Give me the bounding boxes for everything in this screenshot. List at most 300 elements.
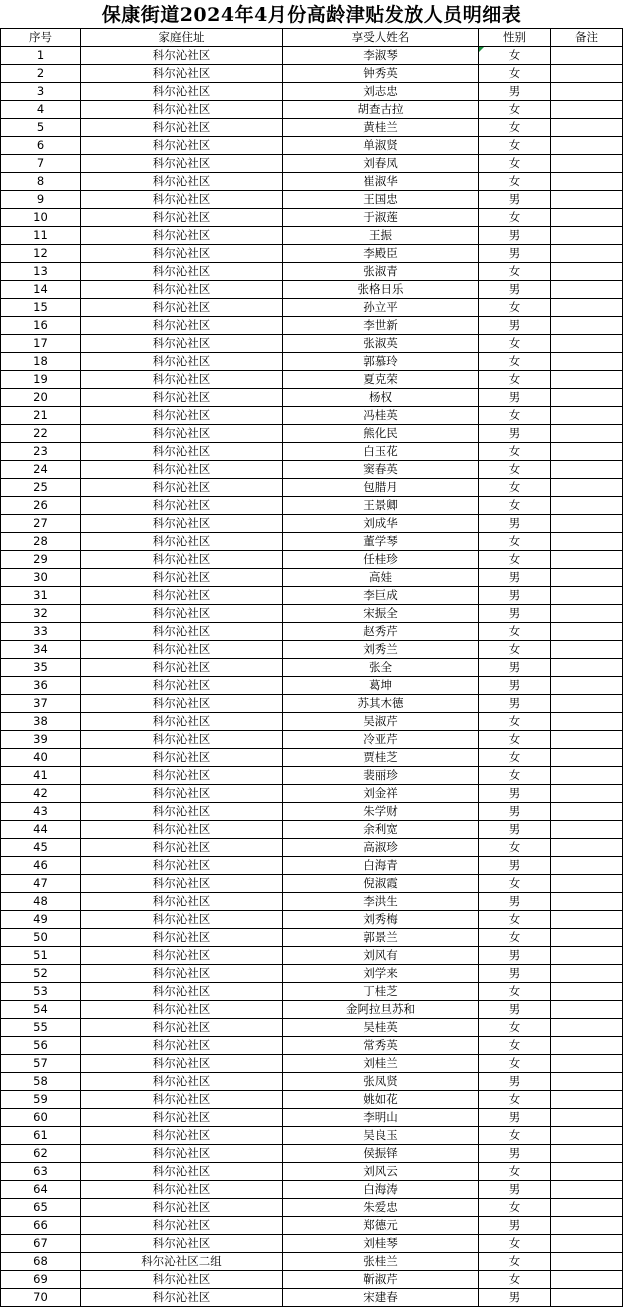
cell-no[interactable]: 15 xyxy=(1,299,81,317)
cell-no[interactable]: 20 xyxy=(1,389,81,407)
cell-remark[interactable] xyxy=(551,1001,623,1019)
cell-remark[interactable] xyxy=(551,281,623,299)
cell-address[interactable]: 科尔沁社区 xyxy=(81,83,283,101)
cell-gender[interactable]: 女 xyxy=(479,929,551,947)
cell-remark[interactable] xyxy=(551,587,623,605)
cell-no[interactable]: 37 xyxy=(1,695,81,713)
cell-no[interactable]: 46 xyxy=(1,857,81,875)
cell-no[interactable]: 50 xyxy=(1,929,81,947)
cell-name[interactable]: 张格日乐 xyxy=(283,281,479,299)
cell-remark[interactable] xyxy=(551,227,623,245)
cell-remark[interactable] xyxy=(551,1217,623,1235)
cell-no[interactable]: 31 xyxy=(1,587,81,605)
cell-address[interactable]: 科尔沁社区 xyxy=(81,605,283,623)
cell-gender[interactable]: 男 xyxy=(479,965,551,983)
cell-address[interactable]: 科尔沁社区 xyxy=(81,389,283,407)
cell-gender[interactable]: 男 xyxy=(479,659,551,677)
cell-remark[interactable] xyxy=(551,497,623,515)
cell-remark[interactable] xyxy=(551,641,623,659)
cell-no[interactable]: 43 xyxy=(1,803,81,821)
cell-gender[interactable]: 男 xyxy=(479,515,551,533)
cell-no[interactable]: 45 xyxy=(1,839,81,857)
cell-gender[interactable]: 男 xyxy=(479,191,551,209)
cell-remark[interactable] xyxy=(551,47,623,65)
cell-address[interactable]: 科尔沁社区 xyxy=(81,587,283,605)
cell-gender[interactable]: 男 xyxy=(479,1109,551,1127)
cell-name[interactable]: 吴桂英 xyxy=(283,1019,479,1037)
cell-gender[interactable]: 女 xyxy=(479,119,551,137)
cell-no[interactable]: 63 xyxy=(1,1163,81,1181)
cell-no[interactable]: 26 xyxy=(1,497,81,515)
cell-address[interactable]: 科尔沁社区 xyxy=(81,641,283,659)
cell-remark[interactable] xyxy=(551,893,623,911)
cell-gender[interactable]: 男 xyxy=(479,785,551,803)
cell-address[interactable]: 科尔沁社区 xyxy=(81,965,283,983)
cell-name[interactable]: 姚如花 xyxy=(283,1091,479,1109)
cell-name[interactable]: 裴丽珍 xyxy=(283,767,479,785)
cell-address[interactable]: 科尔沁社区 xyxy=(81,317,283,335)
cell-address[interactable]: 科尔沁社区 xyxy=(81,533,283,551)
cell-gender[interactable] xyxy=(479,47,551,65)
cell-no[interactable]: 56 xyxy=(1,1037,81,1055)
cell-address[interactable]: 科尔沁社区 xyxy=(81,1019,283,1037)
cell-gender[interactable]: 男 xyxy=(479,677,551,695)
cell-gender[interactable]: 男 xyxy=(479,281,551,299)
cell-remark[interactable] xyxy=(551,821,623,839)
cell-no[interactable]: 5 xyxy=(1,119,81,137)
cell-remark[interactable] xyxy=(551,461,623,479)
cell-remark[interactable] xyxy=(551,839,623,857)
cell-no[interactable]: 33 xyxy=(1,623,81,641)
cell-gender[interactable]: 女 xyxy=(479,1037,551,1055)
cell-address[interactable]: 科尔沁社区 xyxy=(81,875,283,893)
comment-indicator-icon[interactable] xyxy=(479,47,484,52)
cell-remark[interactable] xyxy=(551,911,623,929)
cell-remark[interactable] xyxy=(551,1199,623,1217)
cell-address[interactable]: 科尔沁社区 xyxy=(81,371,283,389)
cell-name[interactable]: 胡查古拉 xyxy=(283,101,479,119)
cell-address[interactable]: 科尔沁社区 xyxy=(81,1073,283,1091)
cell-address[interactable]: 科尔沁社区 xyxy=(81,749,283,767)
cell-address[interactable]: 科尔沁社区 xyxy=(81,983,283,1001)
cell-no[interactable]: 52 xyxy=(1,965,81,983)
cell-gender[interactable]: 女 xyxy=(479,911,551,929)
cell-name[interactable]: 冷亚芹 xyxy=(283,731,479,749)
cell-name[interactable]: 黄桂兰 xyxy=(283,119,479,137)
cell-no[interactable]: 35 xyxy=(1,659,81,677)
header-address[interactable]: 家庭住址 xyxy=(81,29,283,47)
cell-no[interactable]: 1 xyxy=(1,47,81,65)
cell-gender[interactable]: 男 xyxy=(479,1181,551,1199)
cell-remark[interactable] xyxy=(551,1055,623,1073)
cell-gender[interactable]: 女 xyxy=(479,497,551,515)
cell-gender[interactable]: 女 xyxy=(479,65,551,83)
cell-name[interactable]: 侯振铎 xyxy=(283,1145,479,1163)
cell-no[interactable]: 34 xyxy=(1,641,81,659)
cell-remark[interactable] xyxy=(551,1181,623,1199)
cell-address[interactable]: 科尔沁社区 xyxy=(81,497,283,515)
cell-name[interactable]: 朱爱忠 xyxy=(283,1199,479,1217)
cell-gender[interactable]: 男 xyxy=(479,803,551,821)
cell-remark[interactable] xyxy=(551,65,623,83)
cell-name[interactable]: 余利宽 xyxy=(283,821,479,839)
cell-no[interactable]: 19 xyxy=(1,371,81,389)
cell-address[interactable]: 科尔沁社区 xyxy=(81,515,283,533)
cell-address[interactable]: 科尔沁社区 xyxy=(81,1181,283,1199)
cell-remark[interactable] xyxy=(551,389,623,407)
cell-no[interactable]: 24 xyxy=(1,461,81,479)
cell-no[interactable]: 28 xyxy=(1,533,81,551)
cell-name[interactable]: 白海涛 xyxy=(283,1181,479,1199)
cell-gender[interactable]: 女 xyxy=(479,839,551,857)
cell-no[interactable]: 68 xyxy=(1,1253,81,1271)
cell-no[interactable]: 17 xyxy=(1,335,81,353)
cell-no[interactable]: 18 xyxy=(1,353,81,371)
cell-gender[interactable]: 男 xyxy=(479,389,551,407)
cell-remark[interactable] xyxy=(551,119,623,137)
cell-name[interactable]: 刘春凤 xyxy=(283,155,479,173)
cell-remark[interactable] xyxy=(551,1109,623,1127)
cell-gender[interactable]: 女 xyxy=(479,479,551,497)
cell-remark[interactable] xyxy=(551,371,623,389)
cell-name[interactable]: 张桂兰 xyxy=(283,1253,479,1271)
cell-address[interactable]: 科尔沁社区 xyxy=(81,1145,283,1163)
cell-remark[interactable] xyxy=(551,875,623,893)
cell-gender[interactable]: 男 xyxy=(479,605,551,623)
cell-address[interactable]: 科尔沁社区 xyxy=(81,119,283,137)
cell-gender[interactable]: 女 xyxy=(479,1127,551,1145)
cell-no[interactable]: 47 xyxy=(1,875,81,893)
cell-no[interactable]: 65 xyxy=(1,1199,81,1217)
cell-no[interactable]: 60 xyxy=(1,1109,81,1127)
cell-remark[interactable] xyxy=(551,335,623,353)
cell-remark[interactable] xyxy=(551,533,623,551)
cell-address[interactable]: 科尔沁社区 xyxy=(81,1127,283,1145)
cell-remark[interactable] xyxy=(551,1271,623,1289)
cell-name[interactable]: 常秀英 xyxy=(283,1037,479,1055)
cell-address[interactable]: 科尔沁社区 xyxy=(81,767,283,785)
cell-gender[interactable]: 男 xyxy=(479,893,551,911)
cell-no[interactable]: 70 xyxy=(1,1289,81,1307)
cell-remark[interactable] xyxy=(551,1019,623,1037)
cell-remark[interactable] xyxy=(551,605,623,623)
cell-address[interactable]: 科尔沁社区 xyxy=(81,695,283,713)
cell-gender[interactable]: 女 xyxy=(479,749,551,767)
cell-name[interactable]: 李巨成 xyxy=(283,587,479,605)
cell-address[interactable]: 科尔沁社区 xyxy=(81,191,283,209)
cell-name[interactable]: 刘秀兰 xyxy=(283,641,479,659)
cell-no[interactable]: 36 xyxy=(1,677,81,695)
cell-no[interactable]: 42 xyxy=(1,785,81,803)
cell-remark[interactable] xyxy=(551,191,623,209)
cell-name[interactable]: 苏其木德 xyxy=(283,695,479,713)
cell-gender[interactable]: 女 xyxy=(479,1199,551,1217)
header-no[interactable]: 序号 xyxy=(1,29,81,47)
cell-no[interactable]: 67 xyxy=(1,1235,81,1253)
header-remark[interactable]: 备注 xyxy=(551,29,623,47)
cell-no[interactable]: 51 xyxy=(1,947,81,965)
cell-remark[interactable] xyxy=(551,443,623,461)
cell-name[interactable]: 郭景兰 xyxy=(283,929,479,947)
cell-name[interactable]: 贾桂芝 xyxy=(283,749,479,767)
cell-gender[interactable]: 男 xyxy=(479,569,551,587)
cell-address[interactable]: 科尔沁社区 xyxy=(81,461,283,479)
cell-no[interactable]: 22 xyxy=(1,425,81,443)
cell-no[interactable]: 30 xyxy=(1,569,81,587)
cell-gender[interactable]: 女 xyxy=(479,641,551,659)
cell-remark[interactable] xyxy=(551,515,623,533)
cell-gender[interactable]: 女 xyxy=(479,1019,551,1037)
cell-name[interactable]: 李世新 xyxy=(283,317,479,335)
cell-address[interactable]: 科尔沁社区 xyxy=(81,1163,283,1181)
cell-no[interactable]: 16 xyxy=(1,317,81,335)
cell-name[interactable]: 刘风云 xyxy=(283,1163,479,1181)
cell-remark[interactable] xyxy=(551,263,623,281)
cell-name[interactable]: 金阿拉旦苏和 xyxy=(283,1001,479,1019)
cell-no[interactable]: 27 xyxy=(1,515,81,533)
cell-gender[interactable]: 女 xyxy=(479,713,551,731)
cell-name[interactable]: 单淑贤 xyxy=(283,137,479,155)
cell-remark[interactable] xyxy=(551,947,623,965)
cell-name[interactable]: 董学琴 xyxy=(283,533,479,551)
cell-name[interactable]: 熊化民 xyxy=(283,425,479,443)
cell-address[interactable]: 科尔沁社区 xyxy=(81,713,283,731)
cell-name[interactable]: 白玉花 xyxy=(283,443,479,461)
cell-address[interactable]: 科尔沁社区 xyxy=(81,353,283,371)
cell-address[interactable]: 科尔沁社区 xyxy=(81,1289,283,1307)
cell-name[interactable]: 窦春英 xyxy=(283,461,479,479)
cell-address[interactable]: 科尔沁社区 xyxy=(81,479,283,497)
cell-no[interactable]: 10 xyxy=(1,209,81,227)
cell-address[interactable]: 科尔沁社区 xyxy=(81,839,283,857)
cell-address[interactable]: 科尔沁社区 xyxy=(81,299,283,317)
cell-address[interactable]: 科尔沁社区 xyxy=(81,551,283,569)
cell-no[interactable]: 11 xyxy=(1,227,81,245)
cell-remark[interactable] xyxy=(551,983,623,1001)
cell-no[interactable]: 41 xyxy=(1,767,81,785)
cell-remark[interactable] xyxy=(551,677,623,695)
cell-address[interactable]: 科尔沁社区 xyxy=(81,623,283,641)
cell-remark[interactable] xyxy=(551,1253,623,1271)
cell-name[interactable]: 刘金祥 xyxy=(283,785,479,803)
cell-name[interactable]: 李明山 xyxy=(283,1109,479,1127)
cell-no[interactable]: 55 xyxy=(1,1019,81,1037)
cell-address[interactable]: 科尔沁社区 xyxy=(81,569,283,587)
cell-gender[interactable]: 女 xyxy=(479,1055,551,1073)
cell-gender[interactable]: 女 xyxy=(479,551,551,569)
cell-address[interactable]: 科尔沁社区 xyxy=(81,1091,283,1109)
cell-address[interactable]: 科尔沁社区 xyxy=(81,1109,283,1127)
cell-name[interactable]: 刘桂琴 xyxy=(283,1235,479,1253)
cell-name[interactable]: 钟秀英 xyxy=(283,65,479,83)
cell-name[interactable]: 张凤贤 xyxy=(283,1073,479,1091)
cell-remark[interactable] xyxy=(551,425,623,443)
cell-no[interactable]: 48 xyxy=(1,893,81,911)
cell-address[interactable]: 科尔沁社区 xyxy=(81,137,283,155)
cell-remark[interactable] xyxy=(551,1037,623,1055)
cell-address[interactable]: 科尔沁社区 xyxy=(81,227,283,245)
cell-no[interactable]: 32 xyxy=(1,605,81,623)
cell-name[interactable]: 倪淑霞 xyxy=(283,875,479,893)
cell-remark[interactable] xyxy=(551,569,623,587)
cell-gender[interactable]: 男 xyxy=(479,1145,551,1163)
cell-no[interactable]: 44 xyxy=(1,821,81,839)
cell-remark[interactable] xyxy=(551,1235,623,1253)
cell-name[interactable]: 刘风有 xyxy=(283,947,479,965)
cell-address[interactable]: 科尔沁社区 xyxy=(81,1217,283,1235)
cell-no[interactable]: 21 xyxy=(1,407,81,425)
cell-remark[interactable] xyxy=(551,695,623,713)
cell-name[interactable]: 张全 xyxy=(283,659,479,677)
cell-name[interactable]: 于淑莲 xyxy=(283,209,479,227)
cell-name[interactable]: 张淑青 xyxy=(283,263,479,281)
cell-remark[interactable] xyxy=(551,137,623,155)
cell-address[interactable]: 科尔沁社区 xyxy=(81,659,283,677)
cell-name[interactable]: 李洪生 xyxy=(283,893,479,911)
cell-gender[interactable]: 女 xyxy=(479,461,551,479)
cell-gender[interactable]: 男 xyxy=(479,695,551,713)
cell-remark[interactable] xyxy=(551,479,623,497)
cell-no[interactable]: 23 xyxy=(1,443,81,461)
cell-no[interactable]: 69 xyxy=(1,1271,81,1289)
cell-remark[interactable] xyxy=(551,1073,623,1091)
cell-gender[interactable]: 女 xyxy=(479,101,551,119)
cell-name[interactable]: 王景卿 xyxy=(283,497,479,515)
cell-no[interactable]: 6 xyxy=(1,137,81,155)
cell-gender[interactable]: 女 xyxy=(479,371,551,389)
cell-name[interactable]: 丁桂芝 xyxy=(283,983,479,1001)
cell-address[interactable]: 科尔沁社区 xyxy=(81,929,283,947)
cell-address[interactable]: 科尔沁社区 xyxy=(81,173,283,191)
cell-name[interactable]: 刘学来 xyxy=(283,965,479,983)
cell-name[interactable]: 李殿臣 xyxy=(283,245,479,263)
cell-address[interactable]: 科尔沁社区 xyxy=(81,857,283,875)
cell-remark[interactable] xyxy=(551,803,623,821)
cell-name[interactable]: 杨权 xyxy=(283,389,479,407)
cell-name[interactable]: 李淑琴 xyxy=(283,47,479,65)
cell-remark[interactable] xyxy=(551,857,623,875)
cell-gender[interactable]: 男 xyxy=(479,857,551,875)
cell-remark[interactable] xyxy=(551,101,623,119)
cell-remark[interactable] xyxy=(551,209,623,227)
cell-name[interactable]: 刘志忠 xyxy=(283,83,479,101)
cell-remark[interactable] xyxy=(551,299,623,317)
cell-address[interactable]: 科尔沁社区 xyxy=(81,677,283,695)
cell-name[interactable]: 刘秀梅 xyxy=(283,911,479,929)
cell-address[interactable]: 科尔沁社区 xyxy=(81,263,283,281)
cell-gender[interactable]: 女 xyxy=(479,731,551,749)
cell-address[interactable]: 科尔沁社区 xyxy=(81,1037,283,1055)
cell-remark[interactable] xyxy=(551,1127,623,1145)
cell-gender[interactable]: 男 xyxy=(479,587,551,605)
header-gender[interactable]: 性别 xyxy=(479,29,551,47)
cell-no[interactable]: 66 xyxy=(1,1217,81,1235)
cell-gender[interactable]: 女 xyxy=(479,1091,551,1109)
cell-no[interactable]: 25 xyxy=(1,479,81,497)
cell-name[interactable]: 任桂珍 xyxy=(283,551,479,569)
cell-no[interactable]: 58 xyxy=(1,1073,81,1091)
cell-gender[interactable]: 女 xyxy=(479,767,551,785)
cell-no[interactable]: 14 xyxy=(1,281,81,299)
cell-address[interactable]: 科尔沁社区 xyxy=(81,803,283,821)
cell-remark[interactable] xyxy=(551,353,623,371)
cell-no[interactable]: 54 xyxy=(1,1001,81,1019)
cell-address[interactable]: 科尔沁社区 xyxy=(81,47,283,65)
cell-remark[interactable] xyxy=(551,317,623,335)
cell-gender[interactable]: 女 xyxy=(479,623,551,641)
cell-no[interactable]: 62 xyxy=(1,1145,81,1163)
cell-address[interactable]: 科尔沁社区 xyxy=(81,911,283,929)
cell-remark[interactable] xyxy=(551,407,623,425)
cell-gender[interactable]: 男 xyxy=(479,83,551,101)
cell-name[interactable]: 赵秀芹 xyxy=(283,623,479,641)
cell-gender[interactable]: 男 xyxy=(479,1073,551,1091)
cell-remark[interactable] xyxy=(551,767,623,785)
cell-gender[interactable]: 男 xyxy=(479,245,551,263)
cell-address[interactable]: 科尔沁社区 xyxy=(81,893,283,911)
cell-no[interactable]: 2 xyxy=(1,65,81,83)
cell-address[interactable]: 科尔沁社区 xyxy=(81,1055,283,1073)
cell-address[interactable]: 科尔沁社区 xyxy=(81,821,283,839)
cell-gender[interactable]: 女 xyxy=(479,353,551,371)
cell-address[interactable]: 科尔沁社区 xyxy=(81,1235,283,1253)
cell-name[interactable]: 王国忠 xyxy=(283,191,479,209)
cell-name[interactable]: 朱学财 xyxy=(283,803,479,821)
cell-address[interactable]: 科尔沁社区 xyxy=(81,335,283,353)
cell-address[interactable]: 科尔沁社区二组 xyxy=(81,1253,283,1271)
cell-name[interactable]: 高淑珍 xyxy=(283,839,479,857)
cell-name[interactable]: 崔淑华 xyxy=(283,173,479,191)
cell-name[interactable]: 白海青 xyxy=(283,857,479,875)
cell-no[interactable]: 39 xyxy=(1,731,81,749)
cell-no[interactable]: 49 xyxy=(1,911,81,929)
cell-gender[interactable]: 女 xyxy=(479,407,551,425)
cell-remark[interactable] xyxy=(551,785,623,803)
cell-name[interactable]: 王振 xyxy=(283,227,479,245)
cell-gender[interactable]: 女 xyxy=(479,155,551,173)
cell-gender[interactable]: 女 xyxy=(479,173,551,191)
cell-address[interactable]: 科尔沁社区 xyxy=(81,443,283,461)
cell-gender[interactable]: 男 xyxy=(479,947,551,965)
cell-gender[interactable]: 女 xyxy=(479,1253,551,1271)
cell-address[interactable]: 科尔沁社区 xyxy=(81,731,283,749)
cell-name[interactable]: 包腊月 xyxy=(283,479,479,497)
cell-remark[interactable] xyxy=(551,551,623,569)
cell-remark[interactable] xyxy=(551,1091,623,1109)
cell-name[interactable]: 刘桂兰 xyxy=(283,1055,479,1073)
cell-gender[interactable]: 女 xyxy=(479,533,551,551)
cell-name[interactable]: 刘成华 xyxy=(283,515,479,533)
cell-name[interactable]: 葛坤 xyxy=(283,677,479,695)
cell-gender[interactable]: 女 xyxy=(479,335,551,353)
cell-name[interactable]: 靳淑芹 xyxy=(283,1271,479,1289)
cell-address[interactable]: 科尔沁社区 xyxy=(81,65,283,83)
cell-address[interactable]: 科尔沁社区 xyxy=(81,947,283,965)
cell-gender[interactable]: 女 xyxy=(479,1271,551,1289)
cell-remark[interactable] xyxy=(551,659,623,677)
cell-address[interactable]: 科尔沁社区 xyxy=(81,1199,283,1217)
cell-address[interactable]: 科尔沁社区 xyxy=(81,407,283,425)
cell-no[interactable]: 40 xyxy=(1,749,81,767)
cell-gender[interactable]: 女 xyxy=(479,875,551,893)
cell-name[interactable]: 郑德元 xyxy=(283,1217,479,1235)
cell-gender[interactable]: 女 xyxy=(479,443,551,461)
cell-gender[interactable]: 女 xyxy=(479,263,551,281)
cell-remark[interactable] xyxy=(551,929,623,947)
cell-name[interactable]: 张淑英 xyxy=(283,335,479,353)
cell-name[interactable]: 孙立平 xyxy=(283,299,479,317)
cell-no[interactable]: 3 xyxy=(1,83,81,101)
